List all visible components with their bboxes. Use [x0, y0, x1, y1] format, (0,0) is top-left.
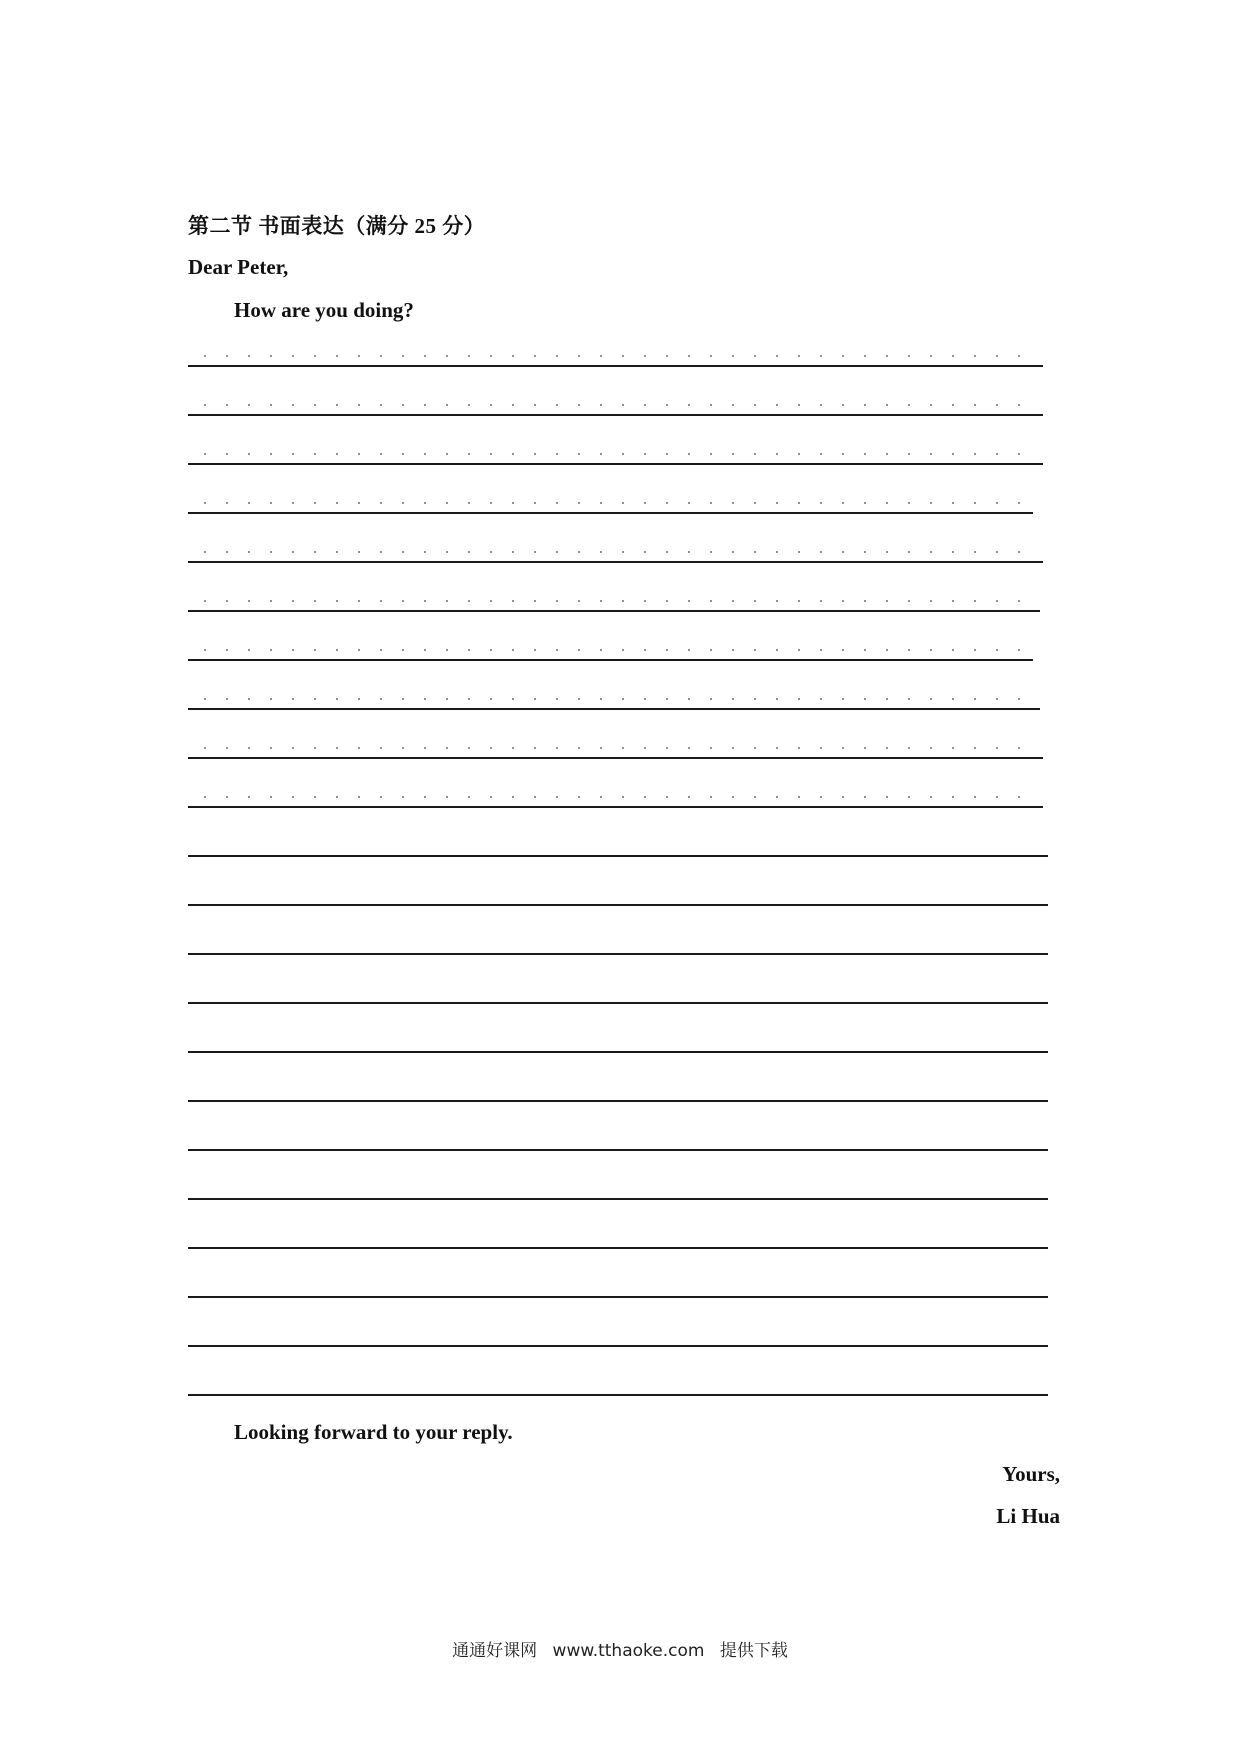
letter-opening: How are you doing?	[234, 298, 414, 322]
writing-line	[188, 906, 1060, 955]
writing-line	[188, 1249, 1060, 1298]
guide-dots	[194, 551, 1037, 553]
dotted-writing-line	[188, 416, 1060, 465]
writing-line	[188, 1004, 1060, 1053]
writing-line	[188, 955, 1060, 1004]
letter-signoff: Yours,	[1002, 1462, 1060, 1486]
dotted-writing-line	[188, 465, 1060, 514]
guide-dots	[194, 747, 1037, 749]
footer-note: 提供下载	[719, 1641, 788, 1661]
letter-closing: Looking forward to your reply.	[234, 1420, 513, 1444]
writing-line	[188, 1347, 1060, 1396]
writing-line	[188, 1102, 1060, 1151]
dotted-writing-line	[188, 514, 1060, 563]
guide-dots	[194, 502, 1027, 504]
writing-line	[188, 1200, 1060, 1249]
dotted-writing-line	[188, 563, 1060, 612]
dotted-writing-line	[188, 367, 1060, 416]
writing-line	[188, 1298, 1060, 1347]
guide-dots	[194, 453, 1037, 455]
letter-salutation: Dear Peter,	[188, 255, 289, 279]
writing-area	[188, 318, 1060, 1396]
page-footer	[0, 1636, 1240, 1661]
guide-dots	[194, 404, 1037, 406]
dotted-writing-line	[188, 661, 1060, 710]
footer-site-name: 通通好课网	[452, 1641, 538, 1661]
writing-line	[188, 1151, 1060, 1200]
line-rule	[188, 1394, 1048, 1396]
dotted-writing-line	[188, 318, 1060, 367]
dotted-writing-line	[188, 612, 1060, 661]
writing-line	[188, 808, 1060, 857]
dotted-writing-line	[188, 710, 1060, 759]
dotted-writing-line	[188, 759, 1060, 808]
guide-dots	[194, 600, 1034, 602]
guide-dots	[194, 355, 1037, 357]
writing-line	[188, 857, 1060, 906]
footer-url: www.tthaoke.com	[552, 1641, 705, 1661]
guide-dots	[194, 796, 1037, 798]
guide-dots	[194, 649, 1027, 651]
letter-signature: Li Hua	[996, 1504, 1060, 1528]
section-title: 第二节 书面表达（满分 25 分）	[188, 214, 486, 238]
writing-line	[188, 1053, 1060, 1102]
guide-dots	[194, 698, 1034, 700]
